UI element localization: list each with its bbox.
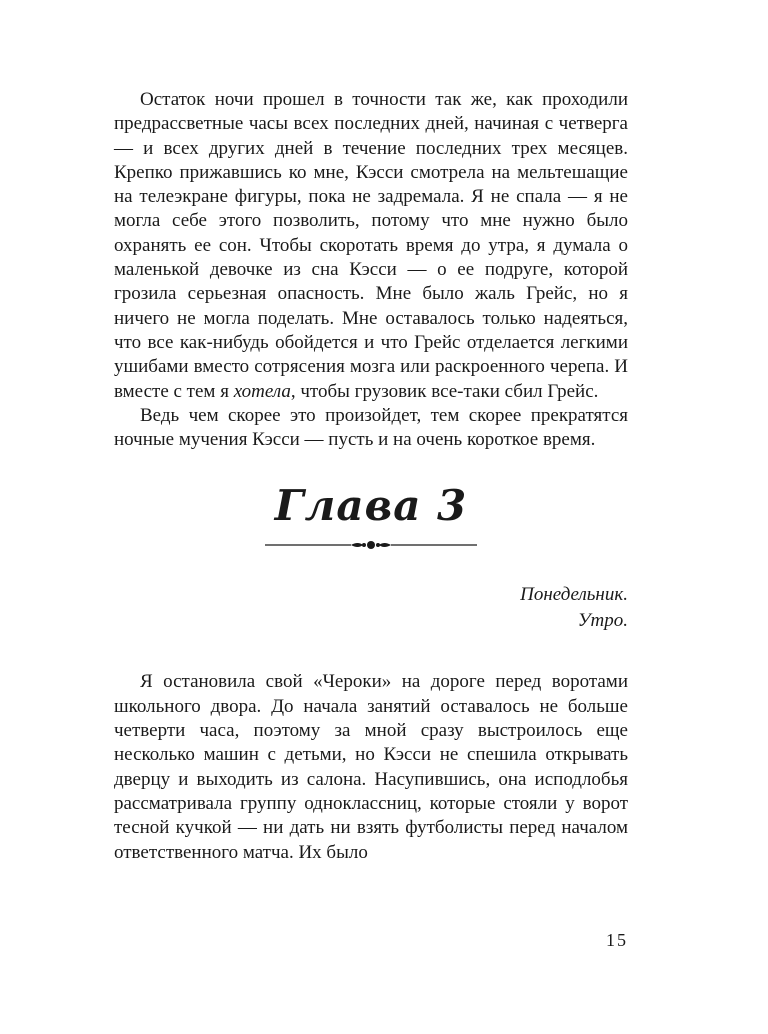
chapter-title: Глава 3 bbox=[274, 481, 468, 531]
book-page bbox=[114, 88, 628, 865]
paragraph-1 bbox=[114, 88, 628, 404]
paragraph-3: Я остановила свой «Чероки» на дороге перед воротами школьного двора. До начала занятий оставалось не больше четверти часа, поэтому за мной сразу выстроилось еще несколько машин с детьми, но Кэсси не спешила открывать дверцу и выходить из салона. Насупившись, она исподлобья рассматривала группу одноклассниц, которые стояли у ворот тесной кучкой — ни дать ни взять футболисты перед началом ответственного матча. Их было bbox=[114, 671, 628, 863]
paragraph-1-tail: , чтобы грузовик все-таки сбил Грейс. bbox=[290, 380, 599, 402]
paragraph-2: Ведь чем скорее это произойдет, тем скорее прекратятся ночные мучения Кэсси — пусть и на очень короткое время. bbox=[114, 404, 628, 451]
page-number: 15 bbox=[606, 930, 628, 950]
chapter-heading bbox=[114, 482, 628, 552]
epigraph-day: Понедельник. bbox=[520, 584, 628, 606]
ornament-divider-icon bbox=[265, 538, 477, 552]
paragraph-1-emphasis: хотела bbox=[233, 380, 291, 402]
epigraph bbox=[114, 582, 628, 634]
paragraph-1-text: Остаток ночи прошел в точности так же, как проходили предрассветные часы всех последних дней, начиная с четверга — и всех других дней в течение последних трех месяцев. Крепко прижавшись ко мне, Кэсси смотрела на мельтешащие на телеэкране фигуры, пока не задремала. Я не спала — я не могла себе этого позволить, потому что мне нужно было охранять ее сон. Чтобы скоротать время до утра, я думала о маленькой девочке из сна Кэсси — о ее подруге, которой грозила серьезная опасность. Мне было жаль Грейс, но я ничего не могла поделать. Мне оставалось только надеяться, что все как-нибудь обойдется и что Грейс отделается легкими ушибами вместо сотрясения мозга или раскроенного черепа. И вместе с тем я bbox=[114, 89, 628, 402]
epigraph-time: Утро. bbox=[577, 610, 628, 632]
